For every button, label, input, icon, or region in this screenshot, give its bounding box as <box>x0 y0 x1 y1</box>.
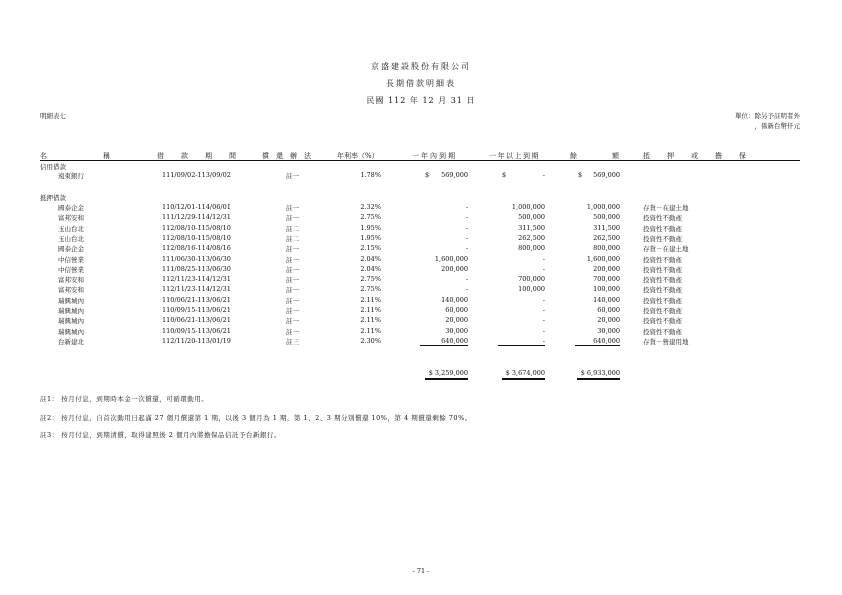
col-rate: 年利率（%） <box>337 152 379 160</box>
col-period: 借 款 期 間 <box>157 152 237 160</box>
cell-period: 112/11/20-113/01/19 <box>162 336 231 345</box>
cell-repay: 註二 <box>286 224 299 233</box>
cell-within-one-year: 30,000 <box>445 326 468 335</box>
cell-bank: 中信營業 <box>58 255 84 264</box>
cell-balance: 100,000 <box>593 285 620 294</box>
table-row <box>0 337 842 347</box>
cell-repay: 註一 <box>286 296 299 305</box>
cell-bank: 國泰企金 <box>58 245 84 254</box>
cell-within-dollar: $ <box>425 171 430 179</box>
cell-collateral: 投資性不動產 <box>643 307 682 315</box>
cell-period: 111/08/25-113/06/30 <box>162 264 231 273</box>
cell-rate: 2.11% <box>360 306 381 314</box>
total-within-one-year: $ 3,259,000 <box>425 369 468 380</box>
cell-within-one-year: 569,000 <box>441 171 468 179</box>
cell-repay: 註一 <box>286 276 299 285</box>
cell-repay: 註一 <box>286 307 299 315</box>
cell-beyond-one-year: - <box>542 306 545 314</box>
cell-bank: 瑞興城內 <box>58 327 84 336</box>
cell-period: 111/12/29-114/12/31 <box>162 213 231 222</box>
cell-period: 110/09/15-113/06/21 <box>162 326 231 335</box>
cell-balance: 640,000 <box>575 337 620 346</box>
section-credit-loans: 信用借款 <box>40 163 66 171</box>
unit-note-line1: 單位：除另予註明者外 <box>735 112 800 120</box>
cell-within-one-year: - <box>465 203 468 211</box>
total-balance: $ 6,933,000 <box>577 369 620 380</box>
cell-bank: 瑞興城內 <box>58 296 84 305</box>
cell-rate: 2.11% <box>360 295 381 304</box>
cell-repay: 註一 <box>286 214 299 223</box>
col-name: 名 稱 <box>40 152 110 160</box>
cell-bank: 富邦安和 <box>58 286 84 295</box>
cell-bank: 瑞興城內 <box>58 317 84 326</box>
cell-repay: 註一 <box>286 286 299 295</box>
table-id: 明細表七 <box>40 112 66 120</box>
cell-balance: 800,000 <box>593 244 620 253</box>
table-row <box>0 244 842 254</box>
cell-beyond-one-year: 100,000 <box>518 285 545 294</box>
cell-balance: 1,000,000 <box>586 203 620 211</box>
cell-bank: 富邦安和 <box>58 276 84 285</box>
cell-rate: 2.30% <box>360 336 381 345</box>
cell-rate: 2.32% <box>360 203 381 211</box>
col-collateral: 抵 押 或 擔 保 <box>643 152 747 160</box>
cell-balance: 569,000 <box>593 171 620 179</box>
cell-repay: 註二 <box>286 234 299 243</box>
col-within-one-year: 一年內到期 <box>412 152 457 160</box>
cell-repay: 註一 <box>286 317 299 326</box>
table-row <box>0 275 842 285</box>
cell-rate: 2.75% <box>360 285 381 294</box>
table-row <box>0 224 842 234</box>
table-row <box>0 285 842 295</box>
cell-balance: 30,000 <box>597 326 620 335</box>
cell-collateral: 投資性不動產 <box>643 234 682 243</box>
cell-collateral: 投資性不動產 <box>643 296 682 305</box>
cell-bank: 富邦安和 <box>58 214 84 223</box>
cell-period: 110/12/01-114/06/01 <box>162 203 231 211</box>
cell-beyond-one-year: - <box>542 171 545 179</box>
cell-within-one-year: 140,000 <box>441 295 468 304</box>
cell-bank: 玉山台北 <box>58 224 84 233</box>
cell-collateral: 存貨－營建用地 <box>643 337 689 346</box>
cell-bank: 台新建北 <box>58 337 84 346</box>
col-balance: 餘 額 <box>570 152 619 160</box>
cell-beyond-one-year: 1,000,000 <box>511 203 545 211</box>
cell-rate: 2.75% <box>360 275 381 284</box>
total-beyond-one-year: $ 3,674,000 <box>502 369 545 380</box>
cell-period: 110/09/15-113/06/21 <box>162 306 231 314</box>
cell-beyond-one-year: 262,500 <box>518 233 545 242</box>
cell-beyond-one-year: - <box>542 264 545 273</box>
cell-beyond-one-year: - <box>542 254 545 263</box>
cell-within-one-year: - <box>465 213 468 222</box>
cell-beyond-one-year: - <box>542 326 545 335</box>
cell-rate: 2.15% <box>360 244 381 253</box>
cell-beyond-one-year: - <box>542 316 545 325</box>
cell-within-one-year: 20,000 <box>445 316 468 325</box>
cell-repay: 註一 <box>286 204 299 212</box>
cell-balance: 200,000 <box>593 264 620 273</box>
cell-beyond-one-year: 311,500 <box>518 223 545 232</box>
cell-collateral: 投資性不動產 <box>643 214 682 223</box>
cell-collateral: 投資性不動產 <box>643 255 682 264</box>
cell-rate: 1.78% <box>360 171 381 179</box>
cell-balance: 140,000 <box>593 295 620 304</box>
header-rule <box>40 160 800 161</box>
cell-period: 112/08/16-114/08/16 <box>162 244 231 253</box>
cell-within-one-year: 60,000 <box>445 306 468 314</box>
cell-within-one-year: - <box>465 244 468 253</box>
cell-period: 111/06/30-113/06/30 <box>162 254 231 263</box>
cell-rate: 2.75% <box>360 213 381 222</box>
cell-rate: 2.11% <box>360 326 381 335</box>
table-row <box>0 203 842 213</box>
cell-beyond-one-year: - <box>542 295 545 304</box>
cell-beyond-dollar: $ <box>502 171 507 179</box>
cell-bank: 玉山台北 <box>58 234 84 243</box>
cell-collateral: 投資性不動產 <box>643 327 682 336</box>
cell-within-one-year: - <box>465 223 468 232</box>
cell-period: 112/11/23-114/12/31 <box>162 275 231 284</box>
cell-beyond-one-year: 800,000 <box>518 244 545 253</box>
cell-repay: 註一 <box>286 172 299 180</box>
table-row <box>0 327 842 337</box>
section-secured-loans: 抵押借款 <box>40 194 66 202</box>
report-title: 長期借款明細表 <box>386 79 456 88</box>
cell-balance: 20,000 <box>597 316 620 325</box>
cell-within-one-year: 1,600,000 <box>434 254 468 263</box>
cell-beyond-one-year: 700,000 <box>518 275 545 284</box>
table-row <box>0 296 842 306</box>
note-3: 註3： 按月付息，到期清償，取得建照後 2 個月內將擔保品信託予台新銀行。 <box>40 431 281 439</box>
cell-within-one-year: 200,000 <box>441 264 468 273</box>
cell-balance: 311,500 <box>593 223 620 232</box>
cell-period: 111/09/02-113/09/02 <box>162 171 231 179</box>
cell-within-one-year: - <box>465 233 468 242</box>
cell-period: 112/08/10-115/08/10 <box>162 223 231 232</box>
cell-balance: 500,000 <box>593 213 620 222</box>
table-row <box>0 255 842 265</box>
table-row <box>0 306 842 316</box>
table-row <box>0 213 842 223</box>
col-beyond-one-year: 一年以上到期 <box>489 152 540 160</box>
cell-within-one-year: - <box>465 285 468 294</box>
cell-period: 112/08/10-115/08/10 <box>162 233 231 242</box>
cell-balance-dollar: $ <box>578 171 583 179</box>
report-date: 民國 112 年 12 月 31 日 <box>366 96 476 105</box>
table-row <box>0 265 842 275</box>
cell-collateral: 投資性不動產 <box>643 224 682 233</box>
cell-bank: 瑞興城內 <box>58 307 84 315</box>
cell-bank: 國泰企金 <box>58 204 84 212</box>
cell-balance: 700,000 <box>593 275 620 284</box>
table-row <box>0 171 842 181</box>
table-row <box>0 234 842 244</box>
cell-rate: 2.11% <box>360 316 381 325</box>
cell-within-one-year: - <box>465 275 468 284</box>
cell-balance: 60,000 <box>597 306 620 314</box>
cell-bank: 中信營業 <box>58 265 84 274</box>
col-repay: 償 還 辦 法 <box>262 152 311 160</box>
cell-balance: 1,600,000 <box>586 254 620 263</box>
cell-rate: 2.04% <box>360 254 381 263</box>
cell-period: 112/11/23-114/12/31 <box>162 285 231 294</box>
cell-collateral: 存貨－在建土地 <box>643 245 689 254</box>
cell-beyond-one-year: 500,000 <box>518 213 545 222</box>
cell-balance: 262,500 <box>593 233 620 242</box>
note-2: 註2： 按月付息，自首次動用日起滿 27 個月償還第 1 期，以後 3 個月為 1 期，第 1、2、3 期分別償還 10%，第 4 期償還剩餘 70%。 <box>40 414 472 422</box>
cell-within-one-year: 640,000 <box>420 337 468 346</box>
unit-note-line2: ，係新台幣仟元 <box>754 122 800 130</box>
table-row <box>0 316 842 326</box>
cell-repay: 註一 <box>286 265 299 274</box>
cell-collateral: 投資性不動產 <box>643 317 682 326</box>
cell-collateral: 投資性不動產 <box>643 286 682 295</box>
cell-collateral: 存貨－在建土地 <box>643 204 689 212</box>
cell-repay: 註三 <box>286 337 299 346</box>
cell-bank: 遠東銀行 <box>58 172 84 180</box>
cell-rate: 1.95% <box>360 223 381 232</box>
cell-rate: 2.04% <box>360 264 381 273</box>
page-number: - 71 - <box>412 567 430 575</box>
cell-repay: 註一 <box>286 327 299 336</box>
company-name: 京盛建設股份有限公司 <box>371 62 471 71</box>
note-1: 註1： 按月付息，到期時本金一次償還，可循環動用。 <box>40 395 209 403</box>
cell-repay: 註一 <box>286 245 299 254</box>
cell-rate: 1.95% <box>360 233 381 242</box>
cell-period: 110/06/21-113/06/21 <box>162 316 231 325</box>
cell-period: 110/06/21-113/06/21 <box>162 295 231 304</box>
cell-collateral: 投資性不動產 <box>643 276 682 285</box>
cell-collateral: 投資性不動產 <box>643 265 682 274</box>
cell-repay: 註一 <box>286 255 299 264</box>
cell-beyond-one-year: - <box>498 337 545 346</box>
